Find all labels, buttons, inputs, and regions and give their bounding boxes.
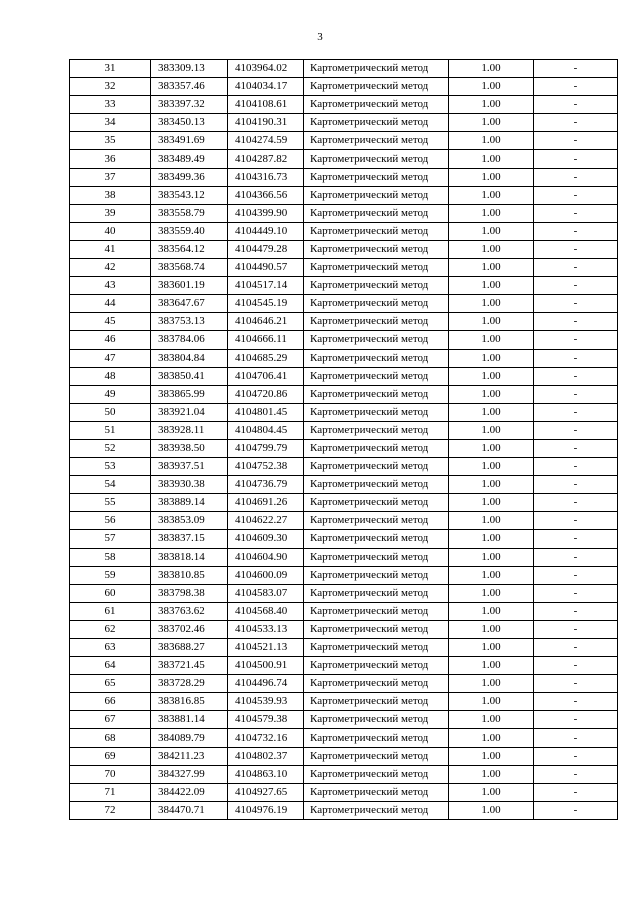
y-coordinate-cell: 4104316.73 [228, 168, 304, 186]
x-coordinate-cell: 383818.14 [151, 548, 228, 566]
y-coordinate-cell: 4104927.65 [228, 783, 304, 801]
table-row [70, 494, 618, 512]
description-cell: - [534, 512, 618, 530]
description-cell: - [534, 60, 618, 78]
table-row [70, 114, 618, 132]
table-row [70, 657, 618, 675]
y-coordinate-cell: 4104802.37 [228, 747, 304, 765]
accuracy-cell: 1.00 [449, 204, 534, 222]
table-row [70, 530, 618, 548]
method-cell: Картометрический метод [304, 222, 449, 240]
point-number-cell: 34 [70, 114, 151, 132]
table-row [70, 150, 618, 168]
accuracy-cell: 1.00 [449, 765, 534, 783]
method-cell: Картометрический метод [304, 150, 449, 168]
accuracy-cell: 1.00 [449, 530, 534, 548]
description-cell: - [534, 168, 618, 186]
method-cell: Картометрический метод [304, 476, 449, 494]
x-coordinate-cell: 383499.36 [151, 168, 228, 186]
table-row [70, 403, 618, 421]
x-coordinate-cell: 383543.12 [151, 186, 228, 204]
table-row [70, 548, 618, 566]
y-coordinate-cell: 4104449.10 [228, 222, 304, 240]
table-row [70, 421, 618, 439]
description-cell: - [534, 584, 618, 602]
y-coordinate-cell: 4104521.13 [228, 639, 304, 657]
description-cell: - [534, 530, 618, 548]
point-number-cell: 31 [70, 60, 151, 78]
accuracy-cell: 1.00 [449, 168, 534, 186]
x-coordinate-cell: 383357.46 [151, 78, 228, 96]
description-cell: - [534, 78, 618, 96]
x-coordinate-cell: 383930.38 [151, 476, 228, 494]
method-cell: Картометрический метод [304, 114, 449, 132]
x-coordinate-cell: 383489.49 [151, 150, 228, 168]
table-row [70, 476, 618, 494]
method-cell: Картометрический метод [304, 512, 449, 530]
accuracy-cell: 1.00 [449, 421, 534, 439]
x-coordinate-cell: 383853.09 [151, 512, 228, 530]
x-coordinate-cell: 383491.69 [151, 132, 228, 150]
description-cell: - [534, 602, 618, 620]
accuracy-cell: 1.00 [449, 783, 534, 801]
accuracy-cell: 1.00 [449, 693, 534, 711]
description-cell: - [534, 114, 618, 132]
x-coordinate-cell: 383559.40 [151, 222, 228, 240]
point-number-cell: 37 [70, 168, 151, 186]
x-coordinate-cell: 383397.32 [151, 96, 228, 114]
y-coordinate-cell: 4104804.45 [228, 421, 304, 439]
y-coordinate-cell: 4104579.38 [228, 711, 304, 729]
accuracy-cell: 1.00 [449, 747, 534, 765]
table-row [70, 711, 618, 729]
y-coordinate-cell: 4104274.59 [228, 132, 304, 150]
point-number-cell: 39 [70, 204, 151, 222]
method-cell: Картометрический метод [304, 259, 449, 277]
accuracy-cell: 1.00 [449, 78, 534, 96]
method-cell: Картометрический метод [304, 584, 449, 602]
table-row [70, 277, 618, 295]
table-row [70, 602, 618, 620]
x-coordinate-cell: 384422.09 [151, 783, 228, 801]
x-coordinate-cell: 384327.99 [151, 765, 228, 783]
point-number-cell: 40 [70, 222, 151, 240]
y-coordinate-cell: 4104646.21 [228, 313, 304, 331]
accuracy-cell: 1.00 [449, 349, 534, 367]
y-coordinate-cell: 4104517.14 [228, 277, 304, 295]
accuracy-cell: 1.00 [449, 150, 534, 168]
table-row [70, 222, 618, 240]
table-row [70, 783, 618, 801]
x-coordinate-cell: 383938.50 [151, 439, 228, 457]
accuracy-cell: 1.00 [449, 259, 534, 277]
x-coordinate-cell: 383928.11 [151, 421, 228, 439]
coordinates-table-body [70, 60, 618, 820]
point-number-cell: 65 [70, 675, 151, 693]
point-number-cell: 54 [70, 476, 151, 494]
x-coordinate-cell: 383568.74 [151, 259, 228, 277]
description-cell: - [534, 693, 618, 711]
y-coordinate-cell: 4104691.26 [228, 494, 304, 512]
y-coordinate-cell: 4104720.86 [228, 385, 304, 403]
table-row [70, 566, 618, 584]
accuracy-cell: 1.00 [449, 476, 534, 494]
x-coordinate-cell: 383921.04 [151, 403, 228, 421]
x-coordinate-cell: 383804.84 [151, 349, 228, 367]
y-coordinate-cell: 4104685.29 [228, 349, 304, 367]
method-cell: Картометрический метод [304, 765, 449, 783]
y-coordinate-cell: 4104604.90 [228, 548, 304, 566]
description-cell: - [534, 204, 618, 222]
accuracy-cell: 1.00 [449, 60, 534, 78]
method-cell: Картометрический метод [304, 60, 449, 78]
accuracy-cell: 1.00 [449, 602, 534, 620]
y-coordinate-cell: 4104539.93 [228, 693, 304, 711]
point-number-cell: 59 [70, 566, 151, 584]
method-cell: Картометрический метод [304, 439, 449, 457]
description-cell: - [534, 150, 618, 168]
point-number-cell: 52 [70, 439, 151, 457]
x-coordinate-cell: 383564.12 [151, 240, 228, 258]
point-number-cell: 41 [70, 240, 151, 258]
accuracy-cell: 1.00 [449, 385, 534, 403]
y-coordinate-cell: 4104496.74 [228, 675, 304, 693]
x-coordinate-cell: 383798.38 [151, 584, 228, 602]
accuracy-cell: 1.00 [449, 675, 534, 693]
y-coordinate-cell: 4104568.40 [228, 602, 304, 620]
description-cell: - [534, 132, 618, 150]
accuracy-cell: 1.00 [449, 512, 534, 530]
accuracy-cell: 1.00 [449, 132, 534, 150]
x-coordinate-cell: 383702.46 [151, 620, 228, 638]
y-coordinate-cell: 4104108.61 [228, 96, 304, 114]
accuracy-cell: 1.00 [449, 439, 534, 457]
point-number-cell: 46 [70, 331, 151, 349]
table-row [70, 331, 618, 349]
method-cell: Картометрический метод [304, 602, 449, 620]
table-row [70, 639, 618, 657]
table-row [70, 439, 618, 457]
point-number-cell: 42 [70, 259, 151, 277]
accuracy-cell: 1.00 [449, 458, 534, 476]
accuracy-cell: 1.00 [449, 367, 534, 385]
table-row [70, 295, 618, 313]
x-coordinate-cell: 383558.79 [151, 204, 228, 222]
point-number-cell: 69 [70, 747, 151, 765]
description-cell: - [534, 548, 618, 566]
description-cell: - [534, 186, 618, 204]
table-row [70, 693, 618, 711]
description-cell: - [534, 439, 618, 457]
point-number-cell: 72 [70, 801, 151, 819]
description-cell: - [534, 657, 618, 675]
accuracy-cell: 1.00 [449, 729, 534, 747]
y-coordinate-cell: 4104583.07 [228, 584, 304, 602]
x-coordinate-cell: 383647.67 [151, 295, 228, 313]
y-coordinate-cell: 4103964.02 [228, 60, 304, 78]
y-coordinate-cell: 4104736.79 [228, 476, 304, 494]
y-coordinate-cell: 4104666.11 [228, 331, 304, 349]
method-cell: Картометрический метод [304, 295, 449, 313]
point-number-cell: 44 [70, 295, 151, 313]
description-cell: - [534, 476, 618, 494]
method-cell: Картометрический метод [304, 78, 449, 96]
table-row [70, 765, 618, 783]
method-cell: Картометрический метод [304, 729, 449, 747]
y-coordinate-cell: 4104600.09 [228, 566, 304, 584]
method-cell: Картометрический метод [304, 331, 449, 349]
method-cell: Картометрический метод [304, 747, 449, 765]
table-row [70, 349, 618, 367]
description-cell: - [534, 458, 618, 476]
method-cell: Картометрический метод [304, 494, 449, 512]
description-cell: - [534, 801, 618, 819]
table-row [70, 747, 618, 765]
point-number-cell: 64 [70, 657, 151, 675]
table-row [70, 240, 618, 258]
accuracy-cell: 1.00 [449, 801, 534, 819]
accuracy-cell: 1.00 [449, 620, 534, 638]
accuracy-cell: 1.00 [449, 711, 534, 729]
accuracy-cell: 1.00 [449, 494, 534, 512]
x-coordinate-cell: 383865.99 [151, 385, 228, 403]
description-cell: - [534, 313, 618, 331]
y-coordinate-cell: 4104545.19 [228, 295, 304, 313]
description-cell: - [534, 331, 618, 349]
x-coordinate-cell: 383763.62 [151, 602, 228, 620]
y-coordinate-cell: 4104287.82 [228, 150, 304, 168]
accuracy-cell: 1.00 [449, 222, 534, 240]
y-coordinate-cell: 4104622.27 [228, 512, 304, 530]
method-cell: Картометрический метод [304, 783, 449, 801]
accuracy-cell: 1.00 [449, 295, 534, 313]
y-coordinate-cell: 4104706.41 [228, 367, 304, 385]
point-number-cell: 67 [70, 711, 151, 729]
table-row [70, 132, 618, 150]
y-coordinate-cell: 4104863.10 [228, 765, 304, 783]
accuracy-cell: 1.00 [449, 657, 534, 675]
table-row [70, 458, 618, 476]
description-cell: - [534, 494, 618, 512]
description-cell: - [534, 259, 618, 277]
x-coordinate-cell: 383688.27 [151, 639, 228, 657]
description-cell: - [534, 566, 618, 584]
y-coordinate-cell: 4104801.45 [228, 403, 304, 421]
point-number-cell: 51 [70, 421, 151, 439]
point-number-cell: 45 [70, 313, 151, 331]
method-cell: Картометрический метод [304, 711, 449, 729]
description-cell: - [534, 421, 618, 439]
description-cell: - [534, 385, 618, 403]
y-coordinate-cell: 4104366.56 [228, 186, 304, 204]
accuracy-cell: 1.00 [449, 584, 534, 602]
y-coordinate-cell: 4104034.17 [228, 78, 304, 96]
accuracy-cell: 1.00 [449, 277, 534, 295]
table-row [70, 78, 618, 96]
table-row [70, 186, 618, 204]
description-cell: - [534, 711, 618, 729]
point-number-cell: 55 [70, 494, 151, 512]
accuracy-cell: 1.00 [449, 114, 534, 132]
method-cell: Картометрический метод [304, 566, 449, 584]
accuracy-cell: 1.00 [449, 403, 534, 421]
method-cell: Картометрический метод [304, 620, 449, 638]
x-coordinate-cell: 383753.13 [151, 313, 228, 331]
table-row [70, 801, 618, 819]
x-coordinate-cell: 383450.13 [151, 114, 228, 132]
description-cell: - [534, 349, 618, 367]
x-coordinate-cell: 383837.15 [151, 530, 228, 548]
table-row [70, 584, 618, 602]
description-cell: - [534, 403, 618, 421]
point-number-cell: 35 [70, 132, 151, 150]
accuracy-cell: 1.00 [449, 548, 534, 566]
x-coordinate-cell: 383850.41 [151, 367, 228, 385]
method-cell: Картометрический метод [304, 657, 449, 675]
x-coordinate-cell: 383728.29 [151, 675, 228, 693]
x-coordinate-cell: 383601.19 [151, 277, 228, 295]
table-row [70, 620, 618, 638]
accuracy-cell: 1.00 [449, 639, 534, 657]
point-number-cell: 47 [70, 349, 151, 367]
table-row [70, 675, 618, 693]
accuracy-cell: 1.00 [449, 566, 534, 584]
table-row [70, 96, 618, 114]
description-cell: - [534, 729, 618, 747]
description-cell: - [534, 620, 618, 638]
accuracy-cell: 1.00 [449, 240, 534, 258]
table-row [70, 512, 618, 530]
point-number-cell: 57 [70, 530, 151, 548]
point-number-cell: 50 [70, 403, 151, 421]
x-coordinate-cell: 383810.85 [151, 566, 228, 584]
y-coordinate-cell: 4104479.28 [228, 240, 304, 258]
y-coordinate-cell: 4104976.19 [228, 801, 304, 819]
point-number-cell: 53 [70, 458, 151, 476]
description-cell: - [534, 295, 618, 313]
y-coordinate-cell: 4104609.30 [228, 530, 304, 548]
accuracy-cell: 1.00 [449, 186, 534, 204]
method-cell: Картометрический метод [304, 693, 449, 711]
description-cell: - [534, 783, 618, 801]
description-cell: - [534, 675, 618, 693]
y-coordinate-cell: 4104752.38 [228, 458, 304, 476]
description-cell: - [534, 765, 618, 783]
x-coordinate-cell: 384089.79 [151, 729, 228, 747]
accuracy-cell: 1.00 [449, 331, 534, 349]
table-row [70, 168, 618, 186]
point-number-cell: 56 [70, 512, 151, 530]
point-number-cell: 49 [70, 385, 151, 403]
method-cell: Картометрический метод [304, 168, 449, 186]
x-coordinate-cell: 383784.06 [151, 331, 228, 349]
method-cell: Картометрический метод [304, 385, 449, 403]
point-number-cell: 68 [70, 729, 151, 747]
description-cell: - [534, 367, 618, 385]
method-cell: Картометрический метод [304, 639, 449, 657]
method-cell: Картометрический метод [304, 548, 449, 566]
method-cell: Картометрический метод [304, 675, 449, 693]
y-coordinate-cell: 4104490.57 [228, 259, 304, 277]
accuracy-cell: 1.00 [449, 96, 534, 114]
y-coordinate-cell: 4104500.91 [228, 657, 304, 675]
point-number-cell: 38 [70, 186, 151, 204]
method-cell: Картометрический метод [304, 349, 449, 367]
point-number-cell: 58 [70, 548, 151, 566]
y-coordinate-cell: 4104190.31 [228, 114, 304, 132]
table-row [70, 60, 618, 78]
method-cell: Картометрический метод [304, 403, 449, 421]
point-number-cell: 66 [70, 693, 151, 711]
point-number-cell: 62 [70, 620, 151, 638]
y-coordinate-cell: 4104399.90 [228, 204, 304, 222]
method-cell: Картометрический метод [304, 801, 449, 819]
method-cell: Картометрический метод [304, 530, 449, 548]
point-number-cell: 36 [70, 150, 151, 168]
table-row [70, 385, 618, 403]
method-cell: Картометрический метод [304, 204, 449, 222]
description-cell: - [534, 96, 618, 114]
description-cell: - [534, 240, 618, 258]
point-number-cell: 60 [70, 584, 151, 602]
x-coordinate-cell: 383937.51 [151, 458, 228, 476]
point-number-cell: 70 [70, 765, 151, 783]
x-coordinate-cell: 383889.14 [151, 494, 228, 512]
method-cell: Картометрический метод [304, 240, 449, 258]
coordinates-table [69, 59, 618, 820]
method-cell: Картометрический метод [304, 96, 449, 114]
point-number-cell: 63 [70, 639, 151, 657]
point-number-cell: 71 [70, 783, 151, 801]
point-number-cell: 61 [70, 602, 151, 620]
point-number-cell: 33 [70, 96, 151, 114]
point-number-cell: 32 [70, 78, 151, 96]
y-coordinate-cell: 4104533.13 [228, 620, 304, 638]
page-number: 3 [317, 31, 323, 43]
method-cell: Картометрический метод [304, 313, 449, 331]
method-cell: Картометрический метод [304, 458, 449, 476]
accuracy-cell: 1.00 [449, 313, 534, 331]
point-number-cell: 43 [70, 277, 151, 295]
table-row [70, 729, 618, 747]
x-coordinate-cell: 383816.85 [151, 693, 228, 711]
table-row [70, 313, 618, 331]
description-cell: - [534, 222, 618, 240]
method-cell: Картометрический метод [304, 367, 449, 385]
method-cell: Картометрический метод [304, 132, 449, 150]
method-cell: Картометрический метод [304, 421, 449, 439]
x-coordinate-cell: 383721.45 [151, 657, 228, 675]
table-row [70, 259, 618, 277]
y-coordinate-cell: 4104799.79 [228, 439, 304, 457]
x-coordinate-cell: 384211.23 [151, 747, 228, 765]
x-coordinate-cell: 383309.13 [151, 60, 228, 78]
description-cell: - [534, 747, 618, 765]
table-row [70, 204, 618, 222]
description-cell: - [534, 639, 618, 657]
x-coordinate-cell: 384470.71 [151, 801, 228, 819]
method-cell: Картометрический метод [304, 186, 449, 204]
method-cell: Картометрический метод [304, 277, 449, 295]
table-row [70, 367, 618, 385]
y-coordinate-cell: 4104732.16 [228, 729, 304, 747]
description-cell: - [534, 277, 618, 295]
x-coordinate-cell: 383881.14 [151, 711, 228, 729]
point-number-cell: 48 [70, 367, 151, 385]
